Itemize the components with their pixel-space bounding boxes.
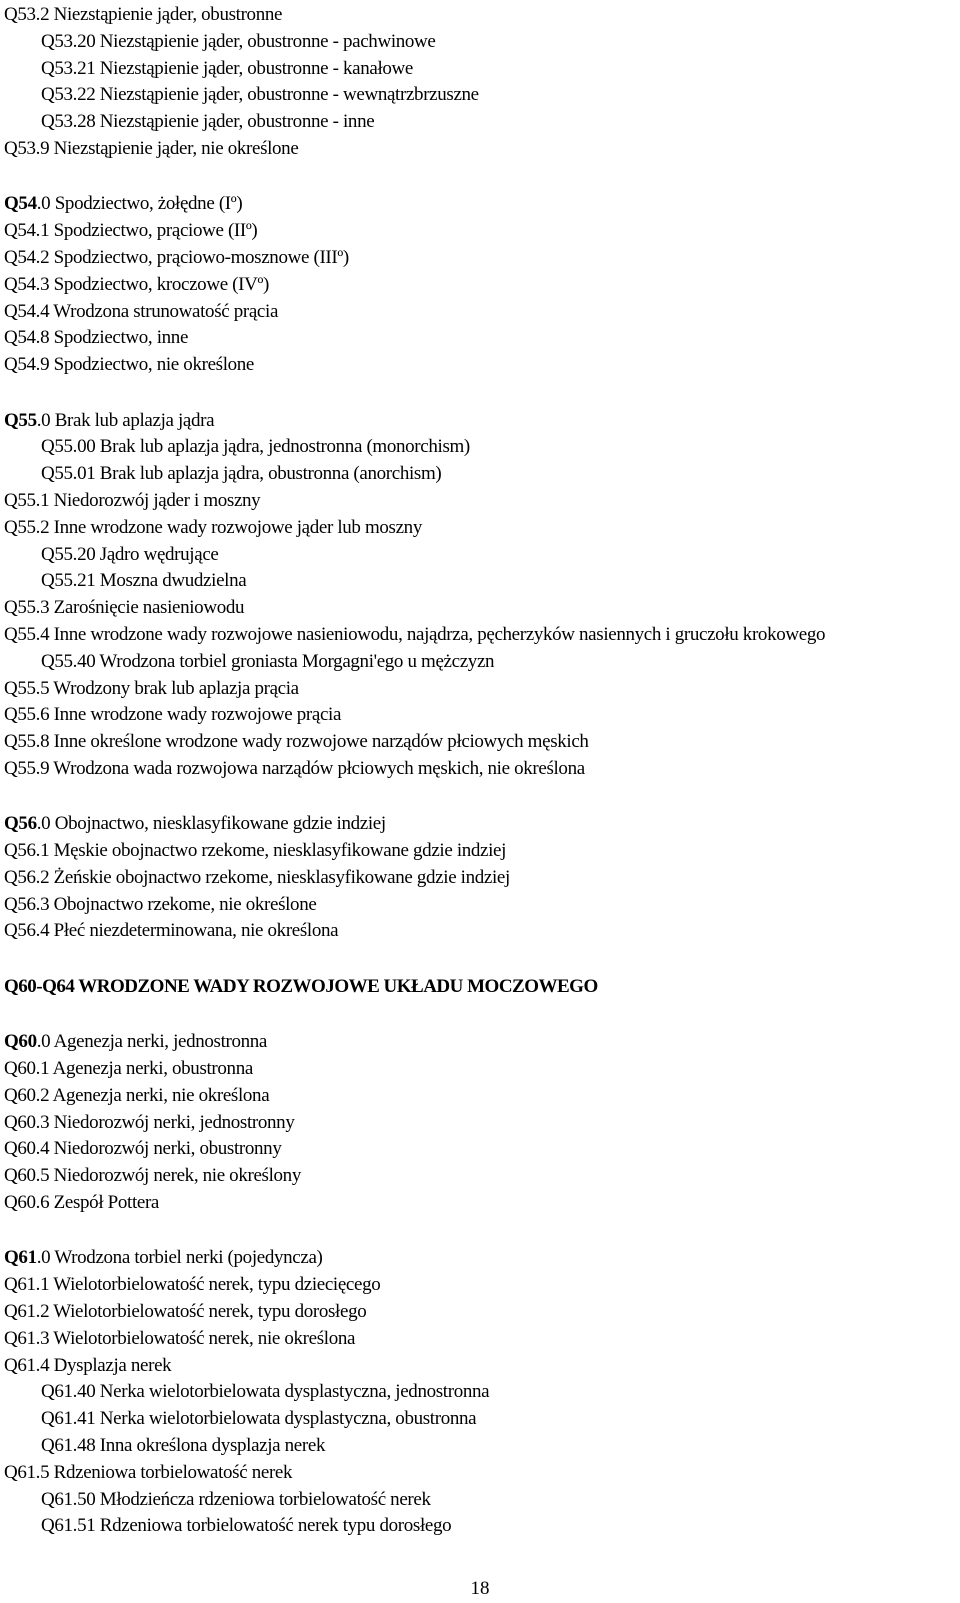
entry-description: Wrodzona torbiel nerki (pojedyncza)	[50, 1247, 323, 1269]
entry-description: Spodziectwo, nie określone	[49, 354, 255, 376]
entry-description: Inne wrodzone wady rozwojowe nasieniowodu, najądrza, pęcherzyków nasiennych i gruczołu krokowego	[49, 623, 826, 645]
entry-code: .0	[36, 1247, 51, 1269]
entry-description: Wielotorbielowatość nerek, typu dorosłego	[49, 1301, 367, 1323]
subcode-entry	[0, 82, 960, 109]
entry-code: .0	[36, 193, 51, 215]
entry-description: Młodzieńcza rdzeniowa torbielowatość nerek	[95, 1488, 431, 1510]
entry-code: Q61.51	[41, 1515, 96, 1537]
entry-description: Wrodzona strunowatość prącia	[49, 300, 279, 322]
entry-description: Spodziectwo, prąciowo-mosznowe (IIIº)	[49, 246, 349, 268]
entry-code: Q53.20	[41, 30, 96, 52]
category-code: Q56	[4, 813, 37, 835]
subcode-entry	[0, 568, 960, 595]
entry-code: Q60.2	[4, 1084, 50, 1106]
entry-code: Q60.1	[4, 1058, 50, 1080]
entry-description: Niedorozwój jąder i moszny	[49, 489, 261, 511]
entry-code: Q61.50	[41, 1488, 96, 1510]
entry-description: Niedorozwój nerki, obustronny	[49, 1138, 282, 1160]
entry-code: Q61.5	[4, 1461, 50, 1483]
entry-code: Q54.3	[4, 273, 50, 295]
code-entry	[0, 1110, 960, 1137]
entry-description: Rdzeniowa torbielowatość nerek	[49, 1461, 293, 1483]
entry-description: Moszna dwudzielna	[95, 570, 247, 592]
entry-code: Q61.40	[41, 1381, 96, 1403]
entry-description: Obojnactwo rzekome, nie określone	[49, 893, 317, 915]
code-entry	[0, 1083, 960, 1110]
entry-description: Inna określona dysplazja nerek	[95, 1435, 326, 1457]
subcode-entry	[0, 56, 960, 83]
entry-description: Dysplazja nerek	[49, 1354, 172, 1376]
entry-code: Q54.4	[4, 300, 50, 322]
code-entry	[0, 245, 960, 272]
section-heading: Q60-Q64 WRODZONE WADY ROZWOJOWE UKŁADU MOCZOWEGO	[4, 975, 598, 997]
entry-code: Q56.2	[4, 866, 50, 888]
code-entry	[0, 191, 960, 218]
entry-description: Wrodzona wada rozwojowa narządów płciowych męskich, nie określona	[49, 757, 585, 779]
entry-code: Q60.6	[4, 1192, 50, 1214]
entry-code: Q60.5	[4, 1165, 50, 1187]
entry-code: Q61.3	[4, 1327, 50, 1349]
code-entry	[0, 756, 960, 783]
code-entry	[0, 272, 960, 299]
code-entry	[0, 918, 960, 945]
blank-line	[0, 945, 960, 974]
entry-description: Agenezja nerki, obustronna	[49, 1058, 253, 1080]
entry-code: Q60.4	[4, 1138, 50, 1160]
code-entry	[0, 702, 960, 729]
code-entry	[0, 488, 960, 515]
entry-description: Jądro wędrujące	[95, 543, 219, 565]
subcode-entry	[0, 1379, 960, 1406]
entry-code: .0	[36, 409, 51, 431]
entry-description: Agenezja nerki, jednostronna	[50, 1031, 268, 1053]
code-entry	[0, 218, 960, 245]
code-entry	[0, 1056, 960, 1083]
entry-description: Brak lub aplazja jądra	[50, 409, 215, 431]
entry-description: Niezstąpienie jąder, obustronne - kanałowe	[95, 57, 413, 79]
entry-code: Q54.9	[4, 354, 50, 376]
entry-code: Q61.1	[4, 1274, 50, 1296]
code-entry	[0, 136, 960, 163]
subcode-entry	[0, 542, 960, 569]
entry-code: Q61.4	[4, 1354, 50, 1376]
code-entry	[0, 299, 960, 326]
entry-code: Q60.3	[4, 1111, 50, 1133]
code-entry	[0, 1245, 960, 1272]
code-entry	[0, 1460, 960, 1487]
entry-code: Q55.40	[41, 650, 96, 672]
code-entry	[0, 811, 960, 838]
entry-code: Q53.2	[4, 4, 50, 25]
entry-code: Q55.3	[4, 597, 50, 619]
entry-code: Q55.6	[4, 704, 50, 726]
entry-description: Nerka wielotorbielowata dysplastyczna, jednostronna	[95, 1381, 490, 1403]
subcode-entry	[0, 434, 960, 461]
entry-description: Spodziectwo, inne	[49, 327, 189, 349]
subcode-entry	[0, 1487, 960, 1514]
entry-code: Q53.28	[41, 111, 96, 133]
blank-line	[0, 1001, 960, 1030]
entry-description: Żeńskie obojnactwo rzekome, niesklasyfikowane gdzie indziej	[49, 866, 510, 888]
code-entry	[0, 838, 960, 865]
entry-description: Niezstąpienie jąder, obustronne - wewnątrzbrzuszne	[95, 84, 479, 106]
entry-description: Zespół Pottera	[49, 1192, 160, 1214]
subcode-entry	[0, 1406, 960, 1433]
category-code: Q54	[4, 193, 37, 215]
code-entry	[0, 325, 960, 352]
code-entry	[0, 676, 960, 703]
category-code: Q60	[4, 1031, 37, 1053]
entry-code: Q54.2	[4, 246, 50, 268]
entry-description: Spodziectwo, żołędne (Iº)	[50, 193, 243, 215]
code-entry	[0, 622, 960, 649]
code-entry	[0, 865, 960, 892]
code-entry	[0, 1299, 960, 1326]
code-entry	[0, 1136, 960, 1163]
entry-code: Q53.21	[41, 57, 96, 79]
entry-description: Zarośnięcie nasieniowodu	[49, 597, 245, 619]
code-entry	[0, 352, 960, 379]
blank-line	[0, 783, 960, 812]
entry-description: Agenezja nerki, nie określona	[49, 1084, 270, 1106]
entry-code: Q54.8	[4, 327, 50, 349]
entry-code: Q53.22	[41, 84, 96, 106]
subcode-entry	[0, 649, 960, 676]
entry-description: Płeć niezdeterminowana, nie określona	[49, 920, 339, 942]
entry-code: Q61.2	[4, 1301, 50, 1323]
subcode-entry	[0, 29, 960, 56]
code-entry	[0, 1190, 960, 1217]
blank-line	[0, 163, 960, 192]
entry-description: Obojnactwo, niesklasyfikowane gdzie indziej	[50, 813, 386, 835]
code-entry	[0, 595, 960, 622]
entry-code: .0	[36, 1031, 51, 1053]
entry-code: Q56.1	[4, 840, 50, 862]
entry-description: Inne określone wrodzone wady rozwojowe narządów płciowych męskich	[49, 731, 589, 753]
category-code: Q55	[4, 409, 37, 431]
entry-code: Q55.5	[4, 677, 50, 699]
entry-description: Wielotorbielowatość nerek, nie określona	[49, 1327, 356, 1349]
entry-description: Spodziectwo, prąciowe (IIº)	[49, 220, 258, 242]
code-entry	[0, 729, 960, 756]
category-code: Q61	[4, 1247, 37, 1269]
entry-description: Wrodzona torbiel groniasta Morgagni'ego u mężczyzn	[95, 650, 495, 672]
entry-code: Q55.4	[4, 623, 50, 645]
entry-description: Nerka wielotorbielowata dysplastyczna, obustronna	[95, 1408, 477, 1430]
entry-description: Wrodzony brak lub aplazja prącia	[49, 677, 299, 699]
blank-line	[0, 1217, 960, 1246]
entry-description: Brak lub aplazja jądra, obustronna (anorchism)	[95, 463, 442, 485]
entry-description: Wielotorbielowatość nerek, typu dziecięcego	[49, 1274, 381, 1296]
entry-code: Q61.41	[41, 1408, 96, 1430]
entry-description: Niezstąpienie jąder, obustronne	[49, 4, 283, 25]
subcode-entry	[0, 1433, 960, 1460]
entry-description: Spodziectwo, kroczowe (IVº)	[49, 273, 270, 295]
entry-description: Inne wrodzone wady rozwojowe prącia	[49, 704, 342, 726]
entry-code: .0	[36, 813, 51, 835]
entry-description: Niezstąpienie jąder, nie określone	[49, 137, 299, 159]
entry-code: Q55.1	[4, 489, 50, 511]
entry-code: Q55.21	[41, 570, 96, 592]
page-number: 18	[470, 1578, 490, 1599]
code-entry	[0, 892, 960, 919]
document-body	[0, 2, 960, 1540]
subcode-entry	[0, 109, 960, 136]
entry-code: Q54.1	[4, 220, 50, 242]
blank-line	[0, 379, 960, 408]
code-entry	[0, 2, 960, 29]
entry-description: Niedorozwój nerek, nie określony	[49, 1165, 301, 1187]
entry-code: Q53.9	[4, 137, 50, 159]
entry-code: Q61.48	[41, 1435, 96, 1457]
entry-code: Q55.00	[41, 436, 96, 458]
entry-code: Q55.9	[4, 757, 50, 779]
code-entry	[0, 1163, 960, 1190]
code-entry	[0, 1029, 960, 1056]
entry-code: Q56.3	[4, 893, 50, 915]
code-entry	[0, 1353, 960, 1380]
entry-code: Q55.2	[4, 516, 50, 538]
entry-code: Q56.4	[4, 920, 50, 942]
code-entry	[0, 515, 960, 542]
subcode-entry	[0, 461, 960, 488]
subcode-entry	[0, 1513, 960, 1540]
entry-description: Inne wrodzone wady rozwojowe jąder lub moszny	[49, 516, 422, 538]
code-entry	[0, 408, 960, 435]
entry-description: Męskie obojnactwo rzekome, niesklasyfikowane gdzie indziej	[49, 840, 507, 862]
entry-description: Brak lub aplazja jądra, jednostronna (monorchism)	[95, 436, 470, 458]
entry-code: Q55.20	[41, 543, 96, 565]
entry-description: Niedorozwój nerki, jednostronny	[49, 1111, 295, 1133]
entry-description: Rdzeniowa torbielowatość nerek typu dorosłego	[95, 1515, 452, 1537]
code-entry	[0, 1272, 960, 1299]
entry-code: Q55.8	[4, 731, 50, 753]
code-entry	[0, 1326, 960, 1353]
entry-description: Niezstąpienie jąder, obustronne - pachwinowe	[95, 30, 436, 52]
entry-description: Niezstąpienie jąder, obustronne - inne	[95, 111, 375, 133]
entry-code: Q55.01	[41, 463, 96, 485]
